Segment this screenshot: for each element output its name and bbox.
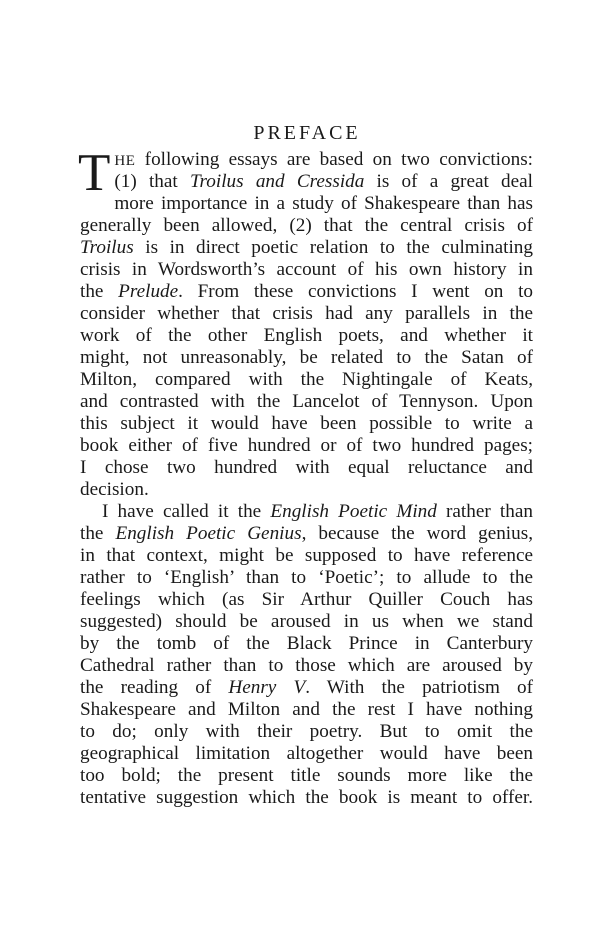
text-line: generally been allowed, (2) that the central crisis of [80, 215, 533, 236]
text-line: might, not unreasonably, be related to the Satan of [80, 347, 533, 368]
text-line: the reading of Henry V. With the patriotism of [80, 677, 534, 698]
text-line: this subject it would have been possible to write a [80, 413, 533, 434]
paragraph-1 [78, 144, 533, 501]
page-title: PREFACE [253, 122, 361, 144]
text-line: suggested) should be aroused in us when we stand [80, 611, 533, 632]
text-line: by the tomb of the Black Prince in Canterbury [80, 633, 533, 654]
text-line: Troilus is in direct poetic relation to the culminating [80, 237, 533, 258]
text-line: I chose two hundred with equal reluctance and [80, 457, 533, 478]
text-line: feelings which (as Sir Arthur Quiller Couch has [80, 589, 533, 610]
text-line: Milton, compared with the Nightingale of Keats, [80, 369, 533, 390]
text-line: consider whether that crisis had any parallels in the [80, 303, 533, 324]
text-line: book either of five hundred or of two hundred pages; [80, 435, 533, 456]
text-line: tentative suggestion which the book is meant to offer. [80, 787, 533, 808]
paragraph-2 [80, 501, 533, 809]
text-line: in that context, might be supposed to have reference [80, 545, 533, 566]
text-line: decision. [80, 479, 149, 500]
text-line: (1) that Troilus and Cressida is of a great deal [114, 171, 533, 192]
text-line: crisis in Wordsworth’s account of his own history in [80, 259, 533, 280]
preface-body [78, 144, 534, 809]
text-line: to do; only with their poetry. But to omit the [80, 721, 533, 742]
text-line: and contrasted with the Lancelot of Tennyson. Upon [80, 391, 533, 412]
text-line: Cathedral rather than to those which are aroused by [80, 655, 533, 676]
text-line: HE following essays are based on two convictions: [114, 149, 533, 170]
text-line: work of the other English poets, and whether it [80, 325, 533, 346]
text-line: the Prelude. From these convictions I went on to [80, 281, 533, 302]
text-line: geographical limitation altogether would have been [80, 743, 533, 764]
text-line: rather to ‘English’ than to ‘Poetic’; to allude to the [80, 567, 533, 588]
drop-cap: T [78, 144, 111, 202]
text-line: Shakespeare and Milton and the rest I have nothing [80, 699, 533, 720]
text-line: more importance in a study of Shakespeare than has [114, 193, 533, 214]
text-line: I have called it the English Poetic Mind rather than [102, 501, 533, 522]
text-line: too bold; the present title sounds more like the [80, 765, 533, 786]
text-line: the English Poetic Genius, because the word genius, [80, 523, 533, 544]
